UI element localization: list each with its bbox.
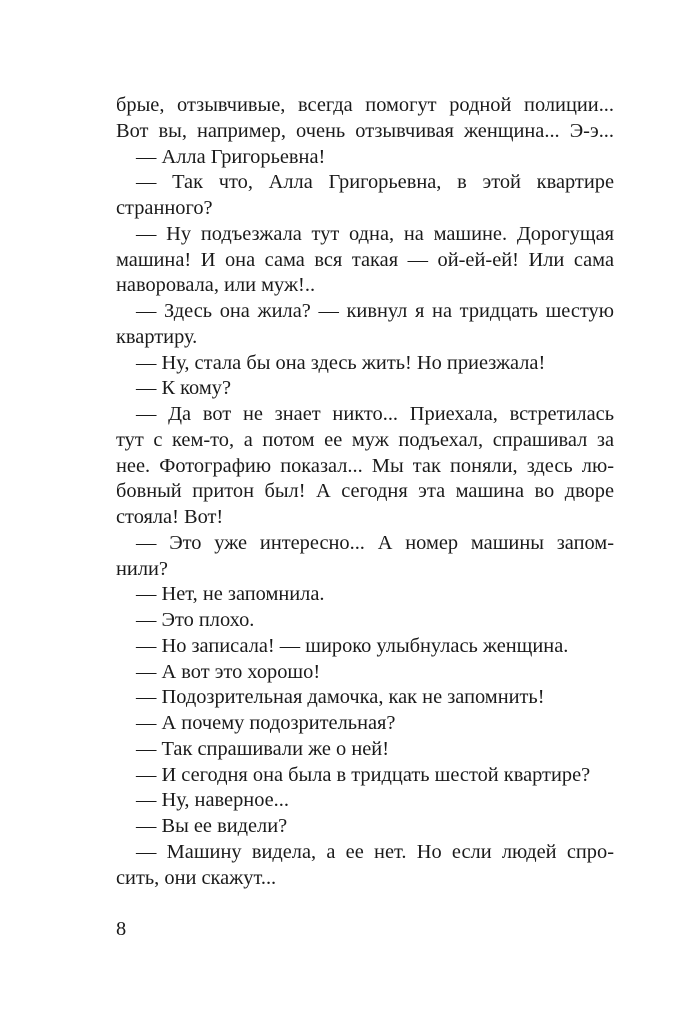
text-line: стояла! Вот! [116, 506, 224, 528]
text-line: — Ну, стала бы она здесь жить! Но приезжала! [136, 351, 546, 374]
text-line: — К кому? [136, 377, 232, 400]
text-line: — А вот это хорошо! [136, 660, 321, 683]
text-line: — Так что, Алла Григорьевна, в этой квартире [136, 171, 614, 194]
text-line: — Здесь она жила? — кивнул я на тридцать шестую [136, 300, 614, 322]
body-text [116, 93, 614, 891]
text-line: — Ну подъезжала тут одна, на машине. Дорогущая [136, 222, 614, 245]
text-line: — Ну, наверное... [136, 789, 289, 812]
text-line: — А почему подозрительная? [136, 712, 396, 734]
text-line: — Это плохо. [136, 609, 255, 631]
text-line: бовный притон был! А сегодня эта машина во дворе [116, 480, 614, 503]
text-line: — Машину видела, а ее нет. Но если людей спро- [136, 840, 614, 863]
text-line: — Вы ее видели? [136, 815, 288, 837]
text-line: брые, отзывчивые, всегда помогут родной полиции... [116, 94, 614, 116]
text-line: — Нет, не запомнила. [136, 583, 325, 606]
text-line: тут с кем-то, а потом ее муж подъехал, спрашивал за [116, 428, 614, 451]
text-line: странного? [116, 197, 213, 219]
text-line: квартиру. [116, 325, 198, 348]
text-line: — Алла Григорьевна! [136, 145, 326, 168]
text-line: наворовала, или муж!.. [116, 274, 316, 297]
text-line: — Да вот не знает никто... Приехала, встретилась [136, 403, 614, 425]
text-line: — Так спрашивали же о ней! [136, 737, 390, 760]
text-line: — Это уже интересно... А номер машины запом- [136, 531, 614, 554]
text-line: нили? [116, 557, 168, 580]
text-line: — Подозрительная дамочка, как не запомнить! [136, 686, 545, 709]
text-line: нее. Фотографию показал... Мы так поняли, здесь лю- [116, 454, 614, 477]
page-number: 8 [116, 918, 127, 940]
text-line: — Но записала! — широко улыбнулась женщина. [136, 634, 569, 657]
text-line: — И сегодня она была в тридцать шестой квартире? [136, 763, 591, 786]
text-line: машина! И она сама вся такая — ой-ей-ей! Или сама [116, 248, 614, 271]
text-line: Вот вы, например, очень отзывчивая женщина... Э-э... [116, 119, 614, 142]
text-line: сить, они скажут... [116, 866, 277, 889]
